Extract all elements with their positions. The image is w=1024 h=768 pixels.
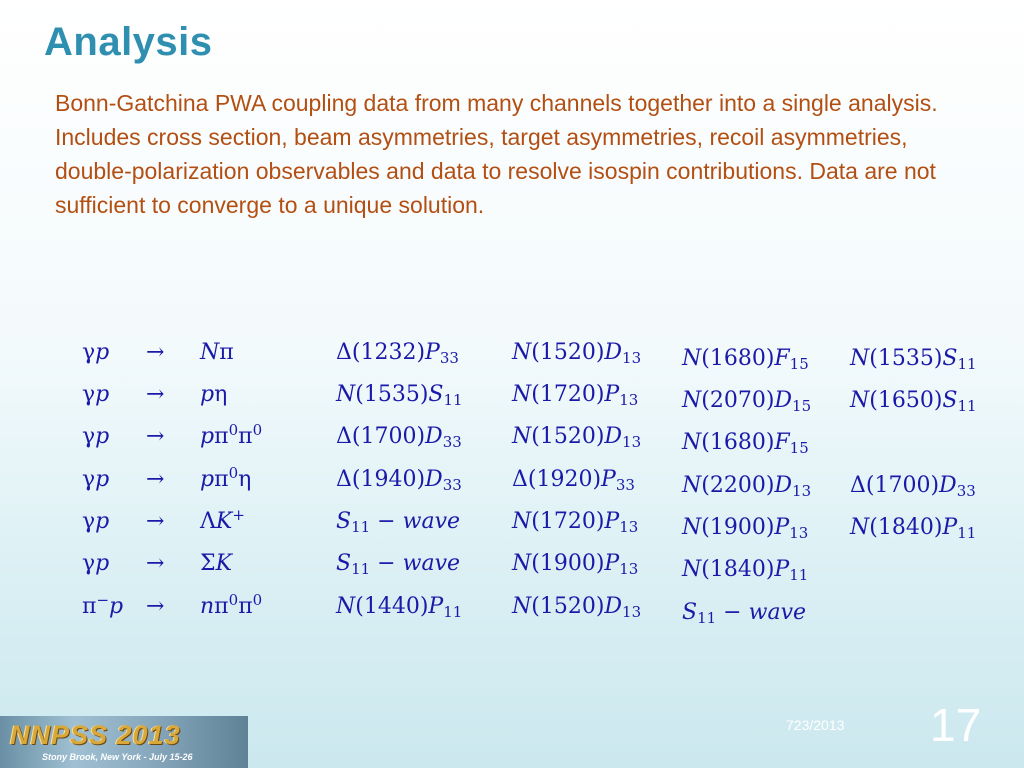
resonance-label: $N(1720)P_{13}$ — [512, 509, 639, 536]
resonance-label: $N(1535)S_{11}$ — [336, 382, 463, 409]
reaction-initial-state: γp — [82, 551, 110, 576]
resonance-label: $\Delta(1232)P_{33}$ — [336, 340, 459, 367]
resonance-label: $N(1720)P_{13}$ — [512, 382, 639, 409]
reaction-final-state: $p\pi^0\pi^0$ — [200, 421, 263, 449]
resonance-label: $N(1650)S_{11}$ — [850, 388, 977, 415]
reaction-arrow: → — [146, 340, 165, 365]
reaction-arrow: → — [146, 551, 165, 576]
reaction-final-state: pη — [200, 382, 228, 407]
resonance-label: $\Delta(1700)D_{33}$ — [850, 473, 976, 500]
resonance-label: $N(1840)P_{11}$ — [682, 557, 809, 584]
reaction-arrow: → — [146, 382, 165, 407]
resonance-label: $S_{11}$ − wave — [336, 551, 461, 578]
nnpss-logo — [0, 716, 248, 768]
resonance-label: $N(1520)D_{13}$ — [512, 340, 642, 367]
resonance-label: $N(1520)D_{13}$ — [512, 424, 642, 451]
reaction-initial-state: γp — [82, 467, 110, 492]
reaction-initial-state: γp — [82, 509, 110, 534]
reaction-initial-state: γp — [82, 382, 110, 407]
logo-text: NNPSS 2013 — [10, 720, 181, 750]
footer-date: 723/2013 — [786, 717, 845, 733]
reaction-final-state: Nπ — [200, 340, 234, 365]
resonance-label: $S_{11}$ − wave — [336, 509, 461, 536]
resonance-label: $N(2200)D_{13}$ — [682, 473, 812, 500]
reaction-arrow: → — [146, 467, 165, 492]
reaction-initial-state: π−p — [82, 591, 124, 619]
resonance-label: $N(1900)P_{13}$ — [682, 515, 809, 542]
slide-body-text: Bonn-Gatchina PWA coupling data from many channels together into a single analysis. Includes cross section, beam asymmetries, target asymmetries, recoil asymmetries, double-polarization observables and data to resolve isospin contributions. Data are not sufficient to converge to a unique solution. — [55, 90, 938, 218]
logo-subtext: Stony Brook, New York - July 15-26 — [42, 752, 193, 762]
page-number: 17 — [930, 699, 982, 751]
resonance-label: $N(1840)P_{11}$ — [850, 515, 977, 542]
slide-title: Analysis — [44, 20, 213, 64]
reaction-final-state: ΛK+ — [200, 506, 245, 534]
reaction-arrow: → — [146, 424, 165, 449]
reaction-final-state: $p\pi^0\eta$ — [200, 464, 252, 492]
resonance-label: $N(1520)D_{13}$ — [512, 594, 642, 621]
resonance-label: $S_{11}$ − wave — [682, 600, 807, 627]
resonance-label: $N(1535)S_{11}$ — [850, 346, 977, 373]
resonance-label: $\Delta(1920)P_{33}$ — [512, 467, 635, 494]
reaction-initial-state: γp — [82, 424, 110, 449]
reaction-arrow: → — [146, 594, 165, 619]
reaction-final-state: $n\pi^0\pi^0$ — [200, 591, 263, 619]
reaction-initial-state: γp — [82, 340, 110, 365]
resonance-label: $\Delta(1700)D_{33}$ — [336, 424, 462, 451]
resonance-label: $N(1440)P_{11}$ — [336, 594, 463, 621]
resonance-label: $N(1900)P_{13}$ — [512, 551, 639, 578]
resonance-label: $N(1680)F_{15}$ — [682, 430, 809, 457]
resonance-label: $N(2070)D_{15}$ — [682, 388, 812, 415]
resonance-label: $N(1680)F_{15}$ — [682, 346, 809, 373]
resonance-label: $\Delta(1940)D_{33}$ — [336, 467, 462, 494]
reaction-final-state: ΣK — [200, 551, 232, 576]
reaction-arrow: → — [146, 509, 165, 534]
